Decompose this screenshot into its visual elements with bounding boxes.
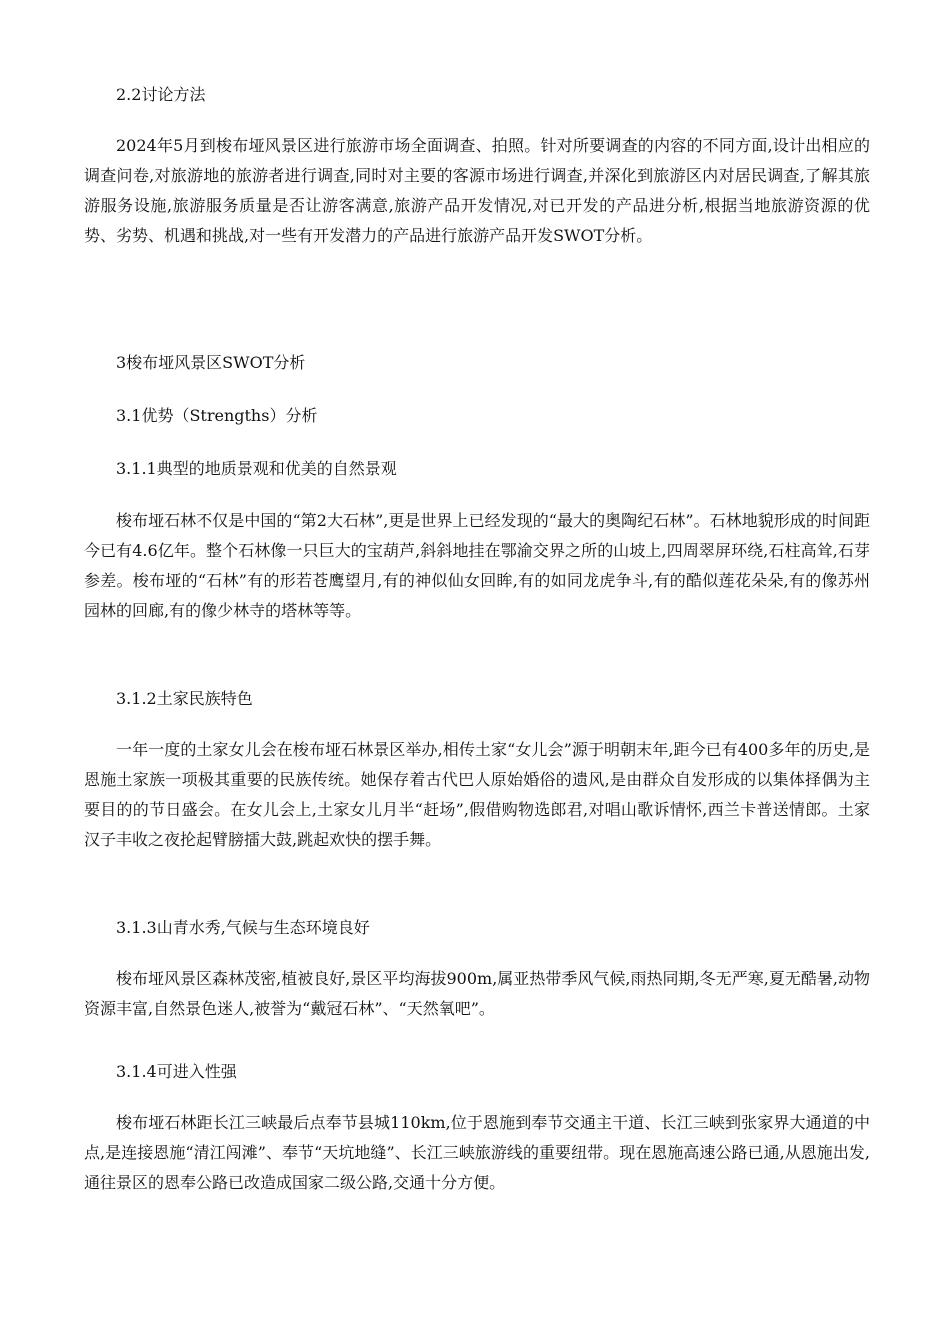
section-heading-3-1-2: 3.1.2土家民族特色 — [116, 689, 253, 708]
section-heading-3-1-1: 3.1.1典型的地质景观和优美的自然景观 — [116, 459, 397, 478]
section-heading-3-1: 3.1优势（Strengths）分析 — [116, 406, 318, 425]
section-heading-3: 3梭布垭风景区SWOT分析 — [116, 353, 306, 372]
paragraph-climate: 梭布垭风景区森林茂密,植被良好,景区平均海拔900m,属亚热带季风气候,雨热同期,冬无严寒,夏无酷暑,动物资源丰富,自然景色迷人,被誉为“戴冠石林”、“天然氧吧”。 — [84, 969, 870, 1018]
paragraph-survey-method: 2024年5月到梭布垭风景区进行旅游市场全面调查、拍照。针对所要调查的内容的不同方面,设计出相应的调查问卷,对旅游地的旅游者进行调查,同时对主要的客源市场进行调查,并深化到旅游区内对居民调查,了解其旅游服务设施,旅游服务质量是否让游客满意,旅游产品开发情况,对已开发的产品进分析,根据当地旅游资源的优势、劣势、机遇和挑战,对一些有开发潜力的产品进行旅游产品开发SWOT分析。 — [84, 136, 870, 245]
section-heading-3-1-4: 3.1.4可进入性强 — [116, 1062, 237, 1081]
section-heading-3-1-3: 3.1.3山青水秀,气候与生态环境良好 — [116, 918, 370, 937]
paragraph-stone-forest: 梭布垭石林不仅是中国的“第2大石林”,更是世界上已经发现的“最大的奥陶纪石林”。石林地貌形成的时间距今已有4.6亿年。整个石林像一只巨大的宝葫芦,斜斜地挂在鄂渝交界之所的山坡上,四周翠屏环绕,石柱高耸,石芽参差。梭布垭的“石林”有的形若苍鹰望月,有的神似仙女回眸,有的如同龙虎争斗,有的酷似莲花朵朵,有的像苏州园林的回廊,有的像少林寺的塔林等等。 — [84, 511, 870, 620]
paragraph-tujia-culture: 一年一度的土家女儿会在梭布垭石林景区举办,相传土家“女儿会”源于明朝末年,距今已有400多年的历史,是恩施土家族一项极其重要的民族传统。她保存着古代巴人原始婚俗的遗风,是由群众自发形成的以集体择偶为主要目的的节日盛会。在女儿会上,土家女儿月半“赶场”,假借购物选郎君,对唱山歌诉情怀,西兰卡普送情郎。土家汉子丰收之夜抡起臂膀擂大鼓,跳起欢快的摆手舞。 — [84, 740, 870, 849]
paragraph-accessibility: 梭布垭石林距长江三峡最后点奉节县城110km,位于恩施到奉节交通主干道、长江三峡到张家界大通道的中点,是连接恩施“清江闯滩”、奉节“天坑地缝”、长江三峡旅游线的重要纽带。现在恩施高速公路已通,从恩施出发,通往景区的恩奉公路已改造成国家二级公路,交通十分方便。 — [84, 1113, 870, 1192]
section-heading-2-2: 2.2讨论方法 — [116, 85, 206, 104]
